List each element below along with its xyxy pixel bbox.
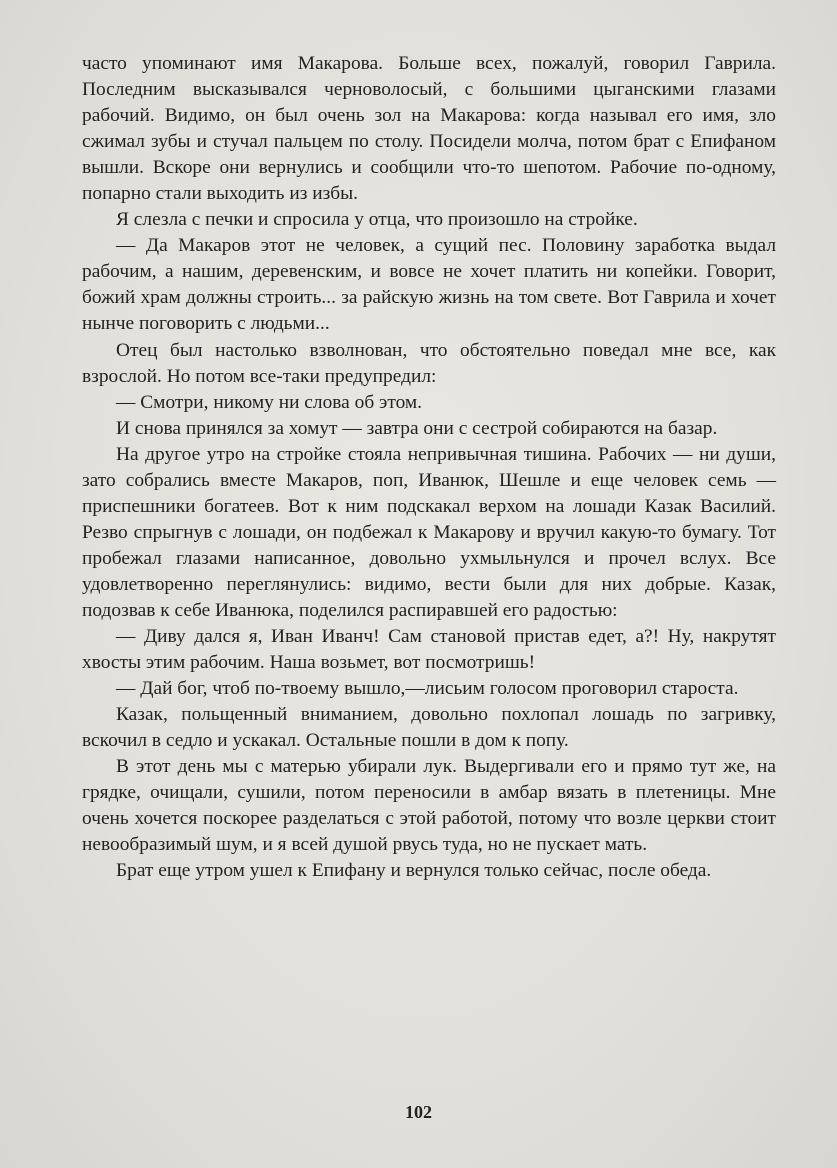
paragraph: Брат еще утром ушел к Епифану и вернулся только сейчас, после обеда. [116, 860, 712, 882]
paragraph: На другое утро на стройке стояла непривычная тишина. Рабочих — ни души, зато собрались вместе Макаров, поп, Иванюк, Шешле и еще человек семь — приспешники богатеев. Вот к ним подскакал верхом на лошади Казак Василий. Резво спрыгнув с лошади, он подбежал к Макарову и вручил какую-то бумагу. Тот пробежал глазами написанное, довольно ухмыльнулся и прочел вслух. Все удовлетворенно переглянулись: видимо, вести были для них добрые. Казак, подозвав к себе Иванюка, поделился распиравшей его радостью: [82, 443, 776, 621]
page-text [82, 51, 776, 885]
page-number: 102 [405, 1102, 432, 1122]
paragraph: И снова принялся за хомут — завтра они с сестрой собираются на базар. [116, 417, 718, 439]
paragraph: Казак, польщенный вниманием, довольно похлопал лошадь по загривку, вскочил в седло и ускакал. Остальные пошли в дом к попу. [82, 704, 776, 752]
paragraph: В этот день мы с матерью убирали лук. Выдергивали его и прямо тут же, на грядке, очищали, сушили, потом переносили в амбар вязать в плетеницы. Мне очень хочется поскорее разделаться с этой работой, потому что возле церкви стоит невообразимый шум, и я всей душой рвусь туда, но не пускает мать. [82, 756, 776, 856]
paragraph: — Смотри, никому ни слова об этом. [116, 391, 423, 413]
paragraph: Я слезла с печки и спросила у отца, что произошло на стройке. [116, 209, 638, 231]
paragraph: Отец был настолько взволнован, что обстоятельно поведал мне все, как взрослой. Но потом все-таки предупредил: [82, 339, 776, 387]
paragraph: часто упоминают имя Макарова. Больше всех, пожалуй, говорил Гаврила. Последним высказывался черноволосый, с большими цыганскими глазами рабочий. Видимо, он был очень зол на Макарова: когда называл его имя, зло сжимал зубы и стучал пальцем по столу. Посидели молча, потом брат с Епифаном вышли. Вскоре они вернулись и сообщили что-то шепотом. Рабочие по-одному, попарно стали выходить из избы. [82, 53, 776, 205]
paragraph: — Да Макаров этот не человек, а сущий пес. Половину заработка выдал рабочим, а нашим, деревенским, и вовсе не хочет платить ни копейки. Говорит, божий храм должны строить... за райскую жизнь на том свете. Вот Гаврила и хочет нынче поговорить с людьми... [82, 235, 776, 335]
paragraph: — Дай бог, чтоб по-твоему вышло,—лисьим голосом проговорил староста. [116, 678, 739, 700]
paragraph: — Диву дался я, Иван Иванч! Сам становой пристав едет, а?! Ну, накрутят хвосты этим рабочим. Наша возьмет, вот посмотришь! [82, 626, 776, 674]
